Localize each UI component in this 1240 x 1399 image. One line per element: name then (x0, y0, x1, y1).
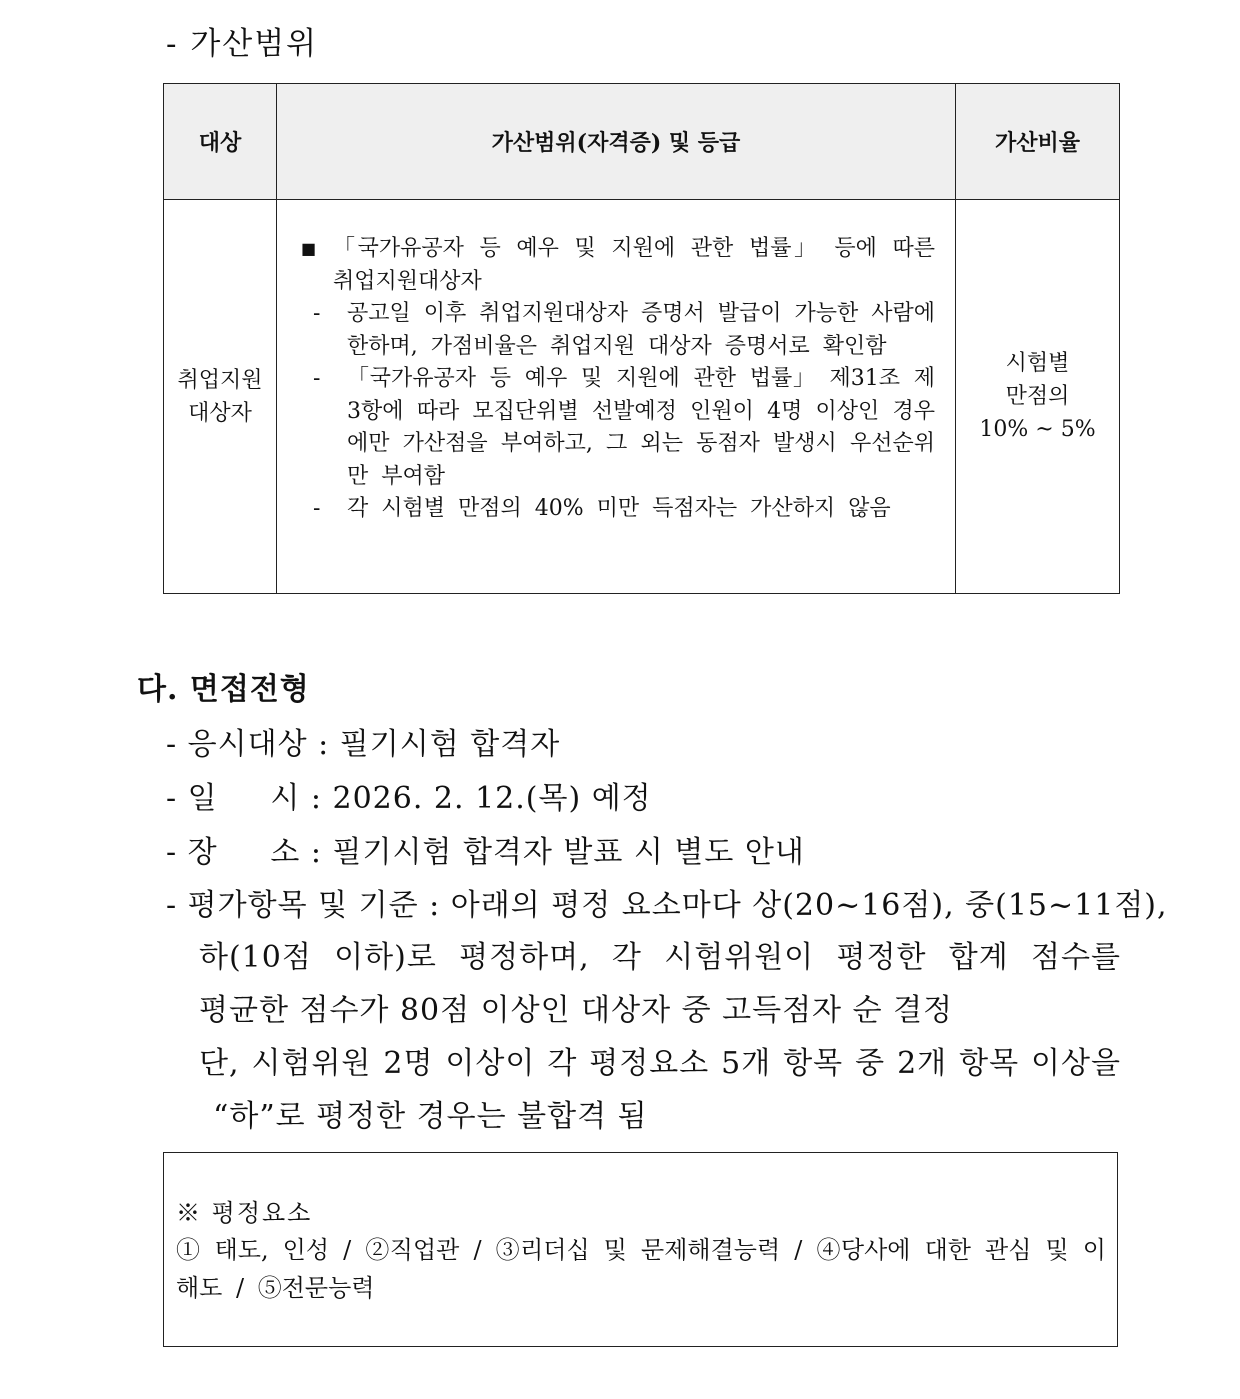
sub-item-text: 각 시험별 만점의 40% 미만 득점자는 가산하지 않음 (347, 496, 891, 521)
header-range: 가산범위(자격증) 및 등급 (277, 84, 956, 200)
cell-range (277, 200, 956, 594)
cell-ratio (956, 200, 1120, 594)
evaluation-title: ※ 평정요소 (176, 1199, 313, 1227)
cell-target (164, 200, 277, 594)
criteria-continuation-4: “하”로 평정한 경우는 불합격 됨 (213, 1099, 648, 1134)
criteria-continuation-2: 평균한 점수가 80점 이상인 대상자 중 고득점자 순 결정 (199, 993, 954, 1028)
table-row (164, 200, 1120, 594)
ratio-line-2: 만점의 (1005, 384, 1070, 409)
interview-section-title: 다. 면접전형 (137, 672, 310, 707)
square-bullet-icon: ■ (301, 239, 317, 258)
criteria-continuation-3: 단, 시험위원 2명 이상이 각 평정요소 5개 항목 중 2개 항목 이상을 (199, 1046, 1121, 1081)
evaluation-elements-box (163, 1152, 1118, 1347)
interview-line-criteria: - 평가항목 및 기준 : 아래의 평정 요소마다 상(20~16점), 중(15~11점), (166, 888, 1168, 923)
interview-line-place: - 장 소 : 필기시험 합격자 발표 시 별도 안내 (166, 835, 805, 870)
header-ratio: 가산비율 (956, 84, 1120, 200)
interview-line-eligibility: - 응시대상 : 필기시험 합격자 (166, 727, 561, 762)
sub-item (299, 493, 935, 526)
table-header-row (164, 84, 1120, 200)
dash-marker: - (313, 366, 321, 391)
header-target: 대상 (164, 84, 277, 200)
ratio-line-3: 10% ~ 5% (979, 417, 1096, 442)
sub-item (299, 363, 935, 493)
target-line-2: 대상자 (188, 400, 252, 426)
evaluation-items: ① 태도, 인성 / ②직업관 / ③리더십 및 문제해결능력 / ④당사에 대한 관심 및 이해도 / ⑤전문능력 (176, 1236, 1106, 1302)
sub-item-text: 공고일 이후 취업지원대상자 증명서 발급이 가능한 사람에 한하며, 가점비율은 취업지원 대상자 증명서로 확인함 (347, 301, 936, 359)
dash-marker: - (313, 496, 321, 521)
bonus-table (163, 83, 1120, 594)
sub-item (299, 298, 935, 363)
ratio-line-1: 시험별 (1005, 351, 1070, 376)
section-heading-bonus-range: - 가산범위 (166, 26, 319, 62)
target-line-1: 취업지원 (177, 367, 263, 393)
main-bullet (299, 233, 935, 298)
interview-line-date: - 일 시 : 2026. 2. 12.(목) 예정 (166, 781, 652, 816)
criteria-continuation-1: 하(10점 이하)로 평정하며, 각 시험위원이 평정한 합계 점수를 (199, 940, 1121, 975)
dash-marker: - (313, 301, 321, 326)
sub-item-text: 「국가유공자 등 예우 및 지원에 관한 법률」 제31조 제3항에 따라 모집단위별 선발예정 인원이 4명 이상인 경우에만 가산점을 부여하고, 그 외는 동점자 발생시 우선순위만 부여함 (347, 366, 935, 489)
main-bullet-text: 「국가유공자 등 예우 및 지원에 관한 법률」 등에 따른 취업지원대상자 (333, 236, 935, 294)
